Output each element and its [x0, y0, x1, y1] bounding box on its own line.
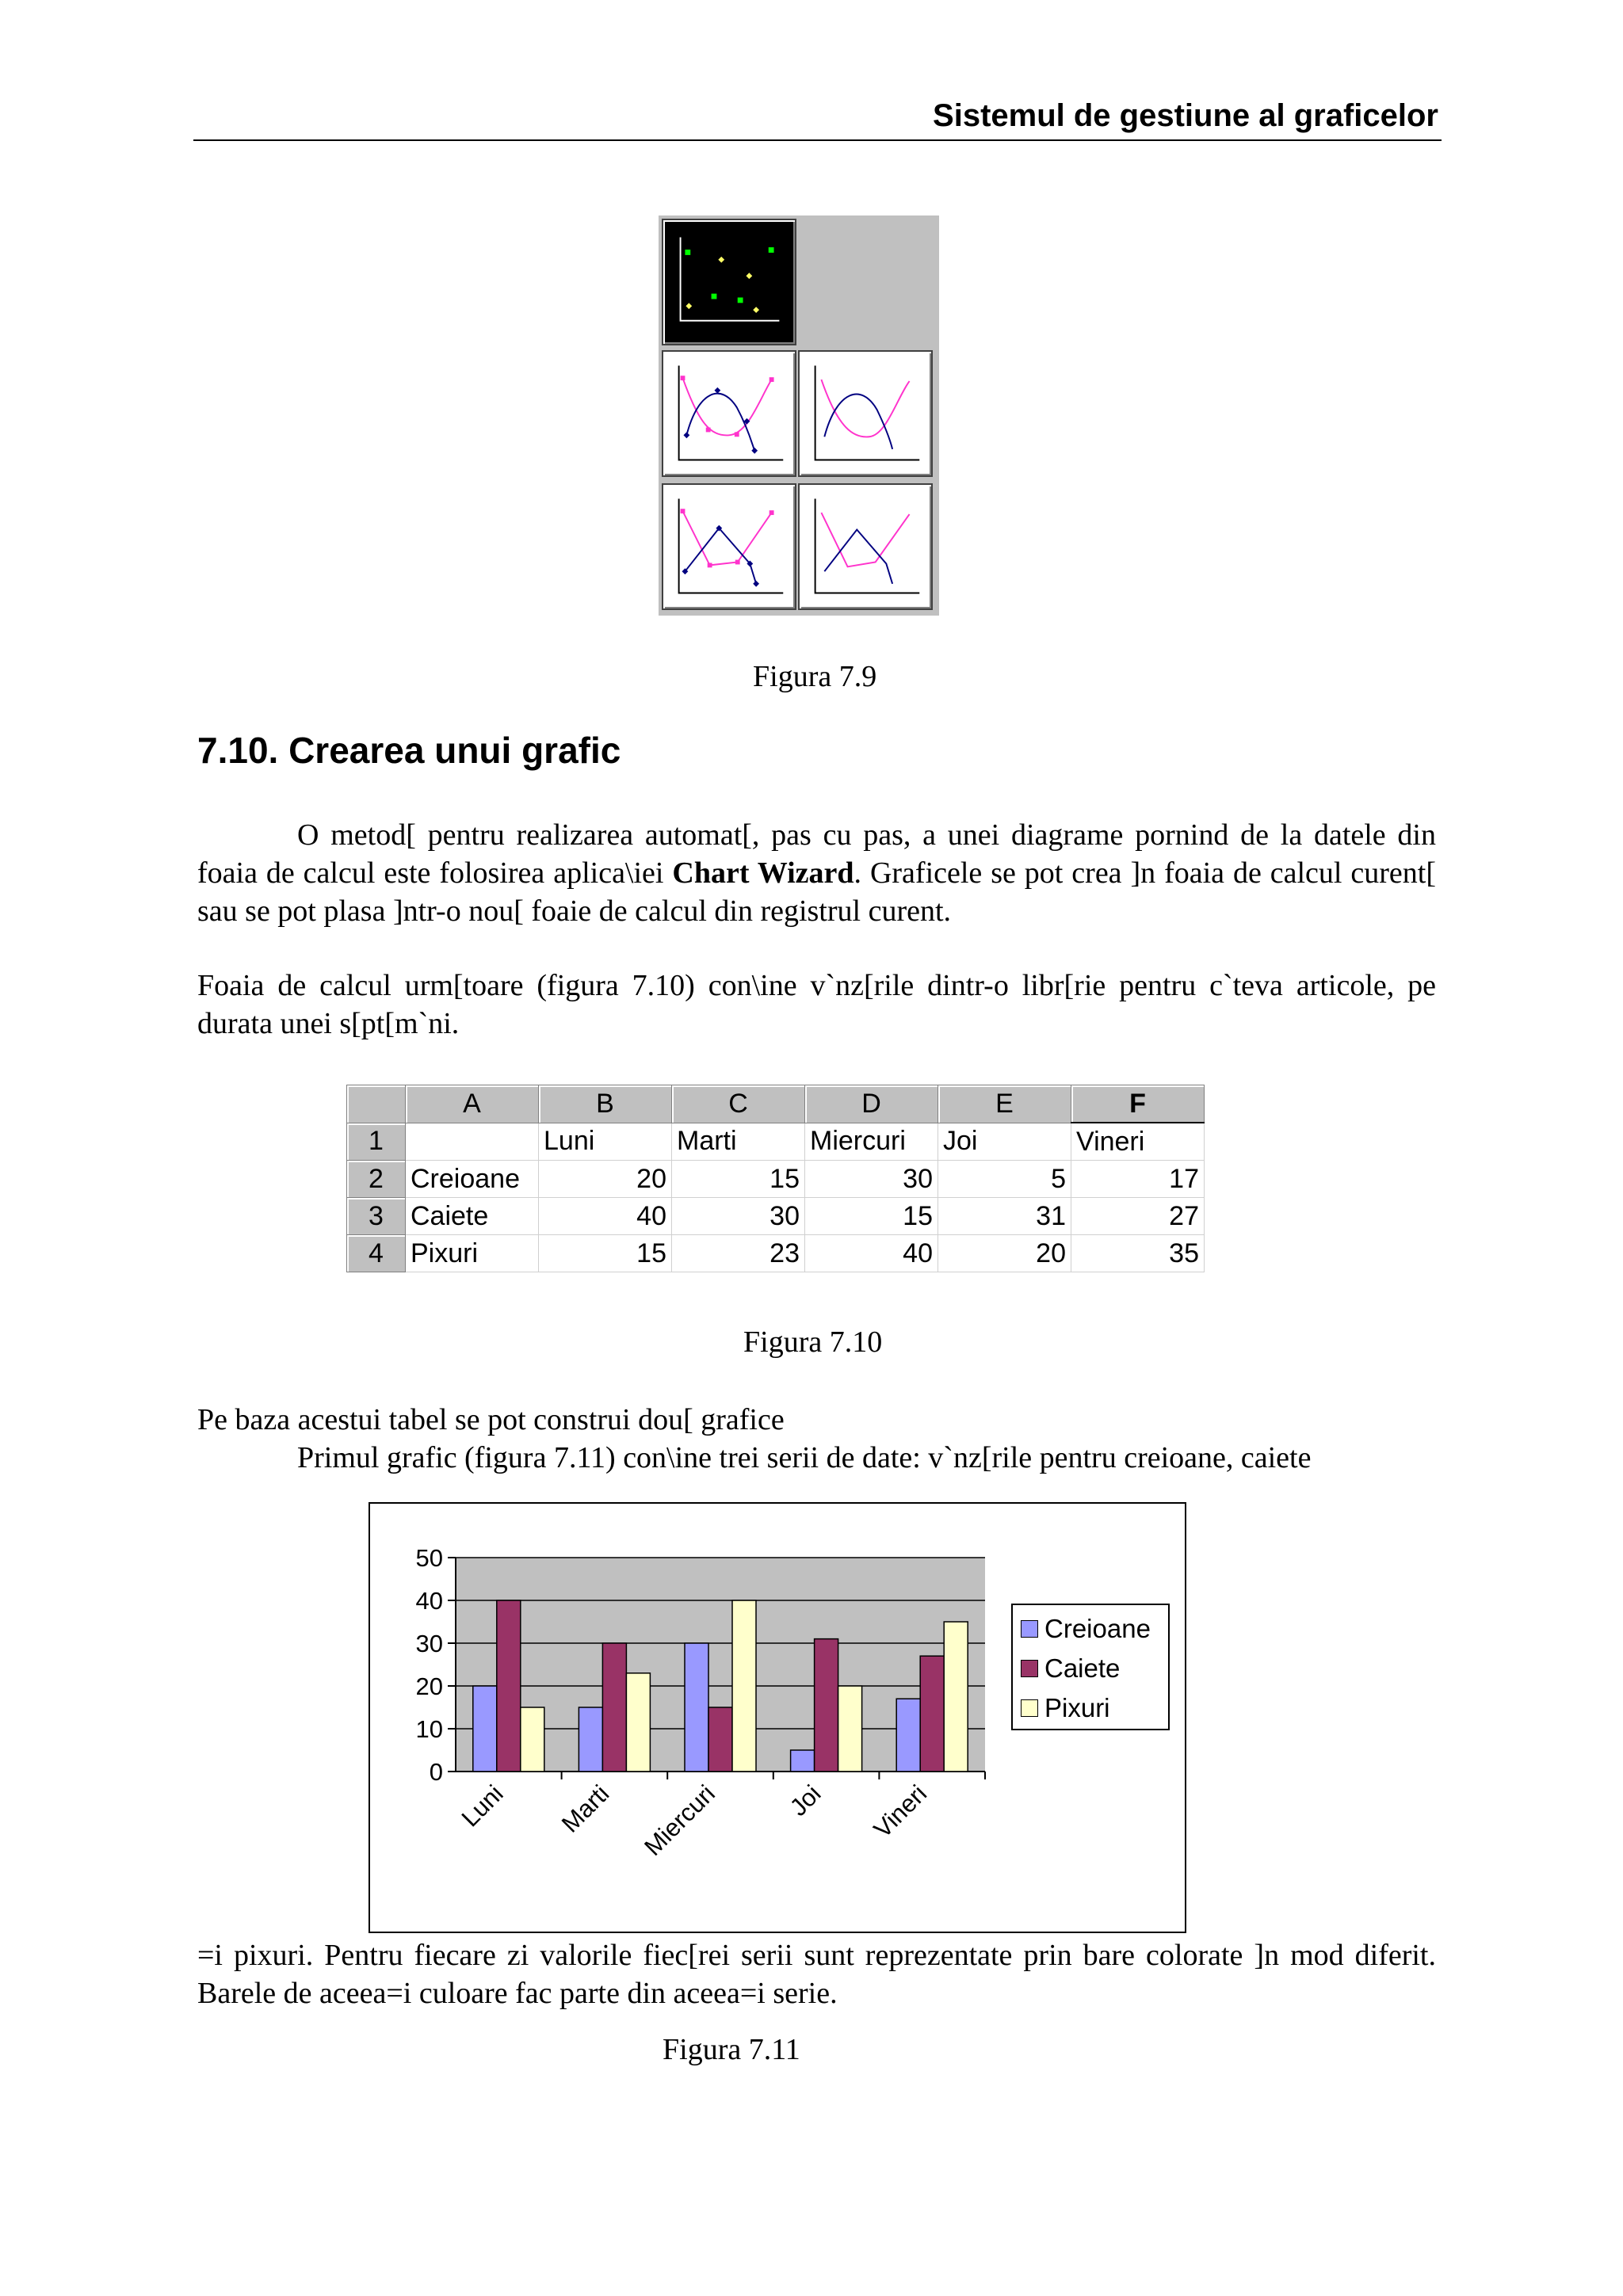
table-row — [347, 1235, 1205, 1272]
column-header[interactable]: E — [938, 1085, 1071, 1123]
cell[interactable]: 5 — [938, 1161, 1071, 1198]
bar — [626, 1673, 650, 1772]
paragraph-text: . Graficele se pot crea ]n foaia de calcul curent[ sau se pot plasa ]ntr-o nou[ foaie de calcul din registrul curent. — [197, 856, 1436, 928]
legend-swatch — [1021, 1699, 1038, 1717]
scatter-markers-tile[interactable] — [662, 219, 796, 345]
column-header[interactable]: C — [672, 1085, 805, 1123]
x-tick-label: Marti — [556, 1779, 615, 1838]
paragraph — [197, 816, 1436, 930]
straight-lines-markers-icon — [663, 485, 795, 608]
straight-lines-tile[interactable] — [798, 483, 933, 610]
cell[interactable]: 23 — [672, 1235, 805, 1272]
chart-legend[interactable] — [1011, 1604, 1170, 1730]
bar — [944, 1622, 968, 1772]
column-header[interactable]: D — [805, 1085, 938, 1123]
cell[interactable]: Vineri — [1071, 1123, 1205, 1161]
spreadsheet — [346, 1085, 1205, 1272]
legend-label: Creioane — [1044, 1614, 1151, 1643]
cell[interactable]: 15 — [539, 1235, 672, 1272]
figure-caption: Figura 7.10 — [743, 1325, 883, 1359]
column-header-selected[interactable]: F — [1071, 1085, 1205, 1123]
figure-caption: Figura 7.11 — [663, 2033, 800, 2066]
column-header-row — [347, 1085, 1205, 1123]
paragraph: Primul grafic (figura 7.11) con\ine trei serii de date: v`nz[rile pentru creioane, caiete — [297, 1441, 1312, 1474]
cell[interactable]: 40 — [539, 1198, 672, 1235]
y-tick-label: 10 — [415, 1715, 443, 1743]
smooth-lines-icon — [800, 352, 931, 475]
paragraph-text: O metod[ pentru realizarea automat[, pas cu pas, a unei diagrame pornind de la datele din foaia de calcul este folosirea aplica\iei — [197, 818, 1436, 890]
bar — [838, 1686, 862, 1772]
y-tick-label: 30 — [415, 1630, 443, 1657]
column-header[interactable]: A — [406, 1085, 539, 1123]
bar — [685, 1643, 708, 1772]
x-tick-label: Joi — [784, 1779, 827, 1821]
cell[interactable]: 40 — [805, 1235, 938, 1272]
smooth-lines-markers-icon — [663, 352, 795, 475]
legend-label: Caiete — [1044, 1653, 1121, 1683]
header-rule — [193, 139, 1442, 141]
cell[interactable]: Caiete — [406, 1198, 539, 1235]
x-tick-label: Vineri — [868, 1779, 933, 1844]
legend-swatch — [1021, 1660, 1038, 1677]
row-header[interactable]: 1 — [347, 1123, 406, 1161]
bar — [579, 1707, 602, 1772]
select-all-corner[interactable] — [347, 1085, 406, 1123]
cell[interactable]: 20 — [938, 1235, 1071, 1272]
bar — [497, 1600, 521, 1772]
scatter-markers-icon — [663, 220, 795, 344]
bar — [473, 1686, 497, 1772]
cell[interactable]: Pixuri — [406, 1235, 539, 1272]
legend-swatch — [1021, 1620, 1038, 1638]
bar — [708, 1707, 732, 1772]
bar — [791, 1750, 815, 1772]
column-header[interactable]: B — [539, 1085, 672, 1123]
y-tick-label: 0 — [429, 1758, 443, 1786]
row-header[interactable]: 2 — [347, 1161, 406, 1198]
section-heading: 7.10. Crearea unui grafic — [197, 730, 621, 771]
cell[interactable]: 27 — [1071, 1198, 1205, 1235]
bar — [732, 1600, 756, 1772]
figure-caption: Figura 7.9 — [753, 660, 877, 693]
legend-label: Pixuri — [1044, 1693, 1110, 1722]
smooth-lines-markers-tile[interactable] — [662, 350, 796, 477]
cell[interactable]: Marti — [672, 1123, 805, 1161]
chart-subtype-gallery — [659, 215, 939, 616]
bar — [602, 1643, 626, 1772]
cell[interactable]: Luni — [539, 1123, 672, 1161]
straight-lines-markers-tile[interactable] — [662, 483, 796, 610]
cell[interactable]: Creioane — [406, 1161, 539, 1198]
cell[interactable]: 30 — [672, 1198, 805, 1235]
table-row — [347, 1198, 1205, 1235]
chart-area[interactable] — [369, 1502, 1186, 1933]
cell[interactable]: 17 — [1071, 1161, 1205, 1198]
cell[interactable]: 20 — [539, 1161, 672, 1198]
running-header: Sistemul de gestiune al graficelor — [933, 98, 1438, 133]
smooth-lines-tile[interactable] — [798, 350, 933, 477]
paragraph: Pe baza acestui tabel se pot construi dou[ grafice — [197, 1403, 785, 1436]
bar — [521, 1707, 544, 1772]
bar — [896, 1699, 920, 1772]
cell[interactable]: 15 — [805, 1198, 938, 1235]
paragraph: Foaia de calcul urm[toare (figura 7.10) con\ine v`nz[rile dintr-o libr[rie pentru c`teva articole, pe durata unei s[pt[m`ni. — [197, 969, 1436, 1040]
paragraph: =i pixuri. Pentru fiecare zi valorile fiec[rei serii sunt reprezentate prin bare colorate ]n mod diferit. Barele de aceea=i culoare fac parte din aceea=i serie. — [197, 1939, 1436, 2010]
cell[interactable]: 31 — [938, 1198, 1071, 1235]
y-tick-label: 40 — [415, 1587, 443, 1615]
legend-item — [1021, 1613, 1151, 1645]
bar — [920, 1656, 944, 1772]
legend-item — [1021, 1653, 1120, 1684]
cell[interactable]: Joi — [938, 1123, 1071, 1161]
cell[interactable]: 15 — [672, 1161, 805, 1198]
bar — [815, 1639, 838, 1772]
cell[interactable] — [406, 1123, 539, 1161]
x-tick-label: Luni — [456, 1779, 509, 1833]
cell[interactable]: 30 — [805, 1161, 938, 1198]
cell[interactable]: Miercuri — [805, 1123, 938, 1161]
row-header[interactable]: 4 — [347, 1235, 406, 1272]
row-header[interactable]: 3 — [347, 1198, 406, 1235]
y-tick-label: 50 — [415, 1544, 443, 1572]
table-row — [347, 1161, 1205, 1198]
x-tick-label: Miercuri — [639, 1779, 720, 1861]
straight-lines-icon — [800, 485, 931, 608]
y-tick-label: 20 — [415, 1672, 443, 1700]
table-row — [347, 1123, 1205, 1161]
chart-wizard-term: Chart Wizard — [672, 856, 854, 890]
cell[interactable]: 35 — [1071, 1235, 1205, 1272]
legend-item — [1021, 1692, 1110, 1724]
